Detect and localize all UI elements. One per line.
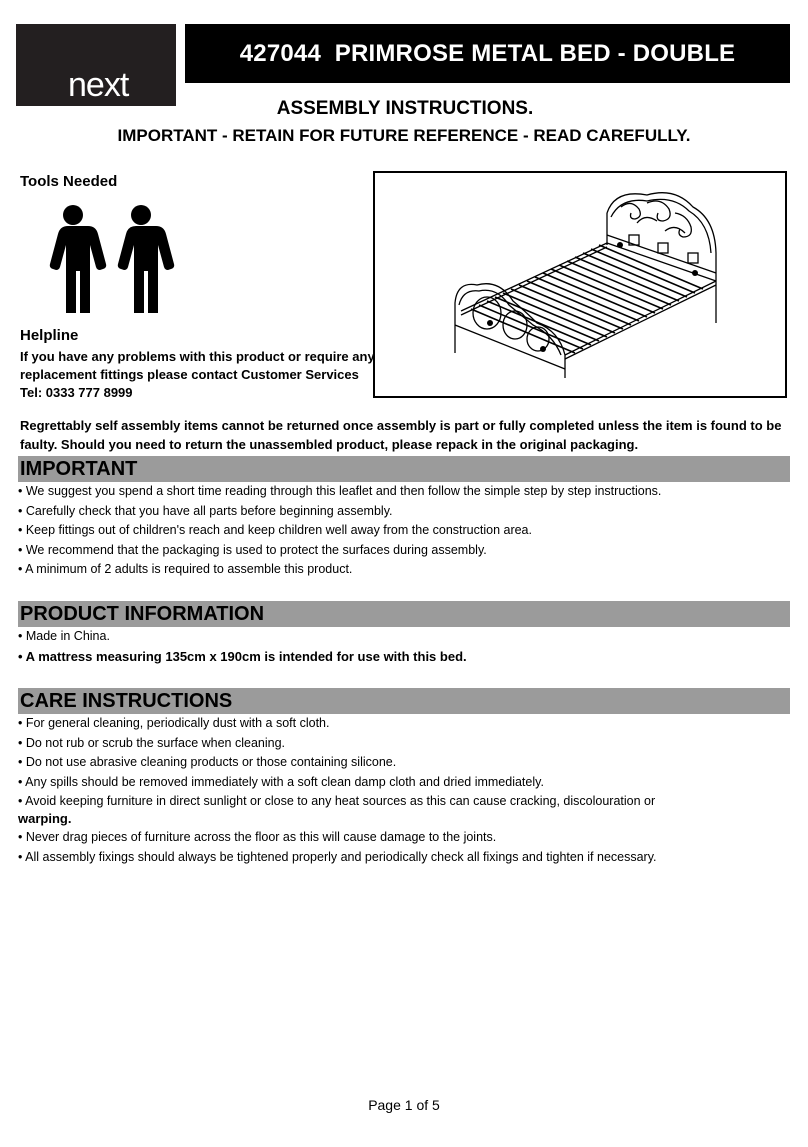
list-item: • A minimum of 2 adults is required to assemble this product. xyxy=(18,562,353,577)
list-item: • Made in China. xyxy=(18,629,110,643)
mattress-size-note: • A mattress measuring 135cm x 190cm is intended for use with this bed. xyxy=(18,648,467,664)
two-person-icon xyxy=(38,205,183,318)
helpline-text: If you have any problems with this product or require any replacement fittings please contact Customer Services Tel: 0333 777 8999 xyxy=(20,349,375,400)
page-number: Page 1 of 5 xyxy=(368,1097,440,1113)
list-item: • Any spills should be removed immediately with a soft clean damp cloth and dried immediately. xyxy=(18,774,544,789)
list-item: • We recommend that the packaging is used to protect the surfaces during assembly. xyxy=(18,542,487,557)
product-information-section-header: PRODUCT INFORMATION xyxy=(18,601,790,627)
list-item: • All assembly fixings should always be tightened properly and periodically check all fixings and tighten if necessary. xyxy=(18,849,657,864)
next-logo xyxy=(16,24,176,106)
product-image-frame xyxy=(373,171,787,398)
list-item: • For general cleaning, periodically dust with a soft cloth. xyxy=(18,716,330,730)
person-icon xyxy=(50,205,106,313)
product-information-list xyxy=(18,627,798,666)
care-instructions-list xyxy=(18,714,798,867)
list-item: • Do not use abrasive cleaning products or those containing silicone. xyxy=(18,755,397,770)
logo-text: next xyxy=(68,66,129,104)
list-item: • Carefully check that you have all parts before beginning assembly. xyxy=(18,503,393,518)
tools-needed-label: Tools Needed xyxy=(20,173,118,190)
assembly-heading: ASSEMBLY INSTRUCTIONS. xyxy=(276,98,534,119)
helpline-label: Helpline xyxy=(20,327,79,344)
person-icon xyxy=(118,205,174,313)
important-list xyxy=(18,482,798,580)
list-item: • Avoid keeping furniture in direct sunlight or close to any heat sources as this can cause cracking, discolouration or xyxy=(18,794,656,809)
list-item: • Do not rub or scrub the surface when cleaning. xyxy=(18,735,286,750)
returns-policy-text: Regrettably self assembly items cannot be returned once assembly is part or fully completed unless the item is found to be faulty. Should you need to return the unassembled product, please repack in the original packaging. xyxy=(20,418,782,452)
retain-notice: IMPORTANT - RETAIN FOR FUTURE REFERENCE - READ CAREFULLY. xyxy=(117,126,691,145)
care-instructions-section-header: CARE INSTRUCTIONS xyxy=(18,688,790,714)
metal-bed-illustration xyxy=(375,173,785,396)
list-item: warping. xyxy=(18,810,72,826)
product-title: 427044 PRIMROSE METAL BED - DOUBLE xyxy=(185,24,790,83)
list-item: • We suggest you spend a short time reading through this leaflet and then follow the simple step by step instructions. xyxy=(18,484,662,498)
important-section-header: IMPORTANT xyxy=(18,456,790,482)
list-item: • Keep fittings out of children's reach and keep children well away from the construction area. xyxy=(18,523,532,538)
list-item: • Never drag pieces of furniture across the floor as this will cause damage to the joints. xyxy=(18,829,497,844)
